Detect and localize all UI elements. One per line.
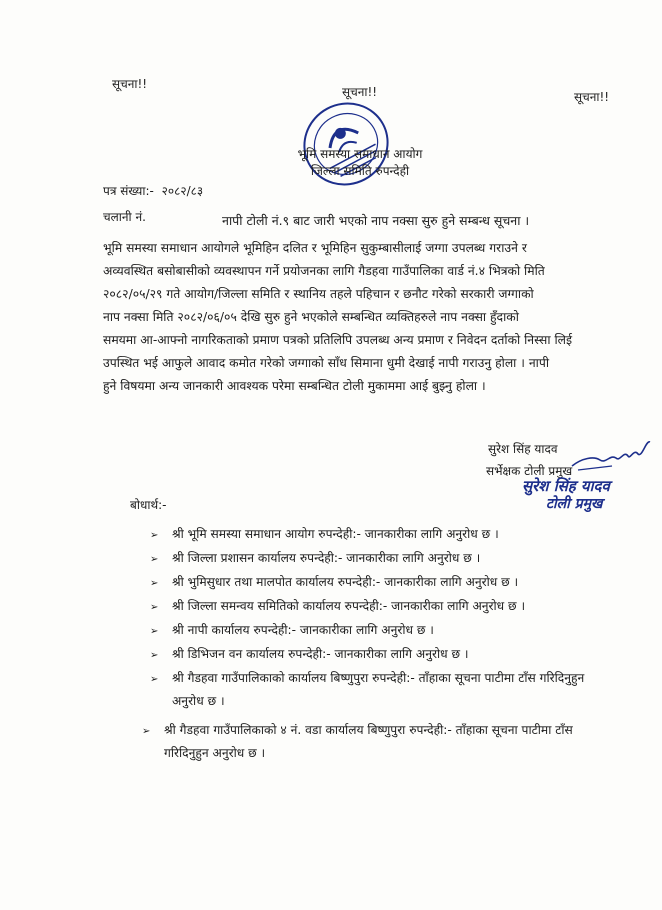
ref-number	[103, 182, 203, 199]
signatory-name: सुरेश सिंह यादव	[488, 442, 558, 456]
subject: नापी टोली नं.९ बाट जारी भएको नाप नक्सा सुरु हुने सम्बन्ध सूचना ।	[222, 213, 530, 228]
handwritten-signature	[570, 436, 652, 478]
notice-left: सूचना!!	[112, 77, 148, 91]
org-name: भूमि समस्या समाधान आयोग	[297, 147, 423, 161]
body-line: हुने विषयमा अन्य जानकारी आवश्यक परेमा सम्बन्धित टोली मुकाममा आई बुझ्नु होला ।	[103, 379, 486, 393]
ref-label: पत्र संख्या:-	[103, 184, 154, 198]
body-line: उपस्थित भई आफुले आवाद कमोत गरेको जग्गाको साँध सिमाना धुमी देखाई नापी गराउनु होला । नापी	[103, 356, 549, 370]
body-line: अव्यवस्थित बसोबासीको व्यवस्थापन गर्ने प्रयोजनका लागि गैडहवा गाउँपालिका वार्ड नं.४ भित्रको मिति	[103, 264, 545, 278]
notice-center: सूचना!!	[342, 85, 378, 99]
notice-right: सूचना!!	[574, 90, 610, 104]
list-item: ➢ श्री गैडहवा गाउँपालिकाको ४ नं. वडा कार्यालय बिष्णुपुरा रुपन्देही:- ताँहाका सूचना पाटीमा टाँस गरिदिनुहुन अनुरोध छ ।	[142, 719, 620, 765]
body-line: नाप नक्सा मिति २०८२/०६/०५ देखि सुरु हुने भएकोले सम्बन्धित व्यक्तिहरुले नाप नक्सा हुँदाको	[103, 310, 519, 324]
list-item: ➢ श्री डिभिजन वन कार्यालय रुपन्देही:- जानकारीका लागि अनुरोध छ ।	[150, 643, 620, 667]
cc-title: बोधार्थ:-	[130, 498, 167, 512]
stamp-name: सुरेश सिंह यादव	[522, 477, 610, 495]
arrow-bullet-icon: ➢	[150, 554, 159, 565]
stamp-title: टोली प्रमुख	[546, 496, 603, 512]
arrow-bullet-icon: ➢	[142, 726, 151, 737]
arrow-bullet-icon: ➢	[150, 602, 159, 613]
arrow-bullet-icon: ➢	[150, 530, 159, 541]
body-paragraph	[103, 240, 572, 395]
arrow-bullet-icon: ➢	[150, 674, 159, 685]
cc-list	[142, 523, 620, 765]
arrow-bullet-icon: ➢	[150, 650, 159, 661]
arrow-bullet-icon: ➢	[150, 626, 159, 637]
list-item: ➢ श्री जिल्ला समन्वय समितिको कार्यालय रुपन्देही:- जानकारीका लागि अनुरोध छ ।	[150, 595, 620, 619]
body-line: २०८२/०५/२९ गते आयोग/जिल्ला समिति र स्थानिय तहले पहिचान र छनौट गरेको सरकारी जग्गाको	[103, 287, 534, 301]
org-block	[290, 146, 430, 180]
body-line: समयमा आ-आफ्नो नागरिकताको प्रमाण पत्रको प्रतिलिपि उपलब्ध अन्य प्रमाण र निवेदन दर्ताको निस्सा लिई	[103, 333, 573, 347]
ref-value: २०८२/८३	[161, 184, 204, 198]
list-item: ➢ श्री गैडहवा गाउँपालिकाको कार्यालय बिष्णुपुरा रुपन्देही:- ताँहाका सूचना पाटीमा टाँस गरिदिनुहुन अनुरोध छ ।	[150, 667, 620, 713]
dispatch-label: चलानी नं.	[103, 210, 146, 224]
list-item: ➢ श्री भुमिसुधार तथा मालपोत कार्यालय रुपन्देही:- जानकारीका लागि अनुरोध छ ।	[150, 571, 620, 595]
dispatch-number	[103, 208, 146, 225]
org-committee: जिल्ला समिति रुपन्देही	[310, 164, 410, 178]
arrow-bullet-icon: ➢	[150, 578, 159, 589]
list-item: ➢ श्री नापी कार्यालय रुपन्देही:- जानकारीका लागि अनुरोध छ ।	[150, 619, 620, 643]
signatory-title: सर्भेक्षक टोली प्रमुख	[486, 464, 573, 478]
list-item: ➢ श्री जिल्ला प्रशासन कार्यालय रुपन्देही:- जानकारीका लागि अनुरोध छ ।	[150, 547, 620, 571]
list-item: ➢ श्री भूमि समस्या समाधान आयोग रुपन्देही:- जानकारीका लागि अनुरोध छ ।	[150, 523, 620, 547]
body-line: भूमि समस्या समाधान आयोगले भूमिहिन दलित र भूमिहिन सुकुम्बासीलाई जग्गा उपलब्ध गराउने र	[103, 241, 527, 255]
